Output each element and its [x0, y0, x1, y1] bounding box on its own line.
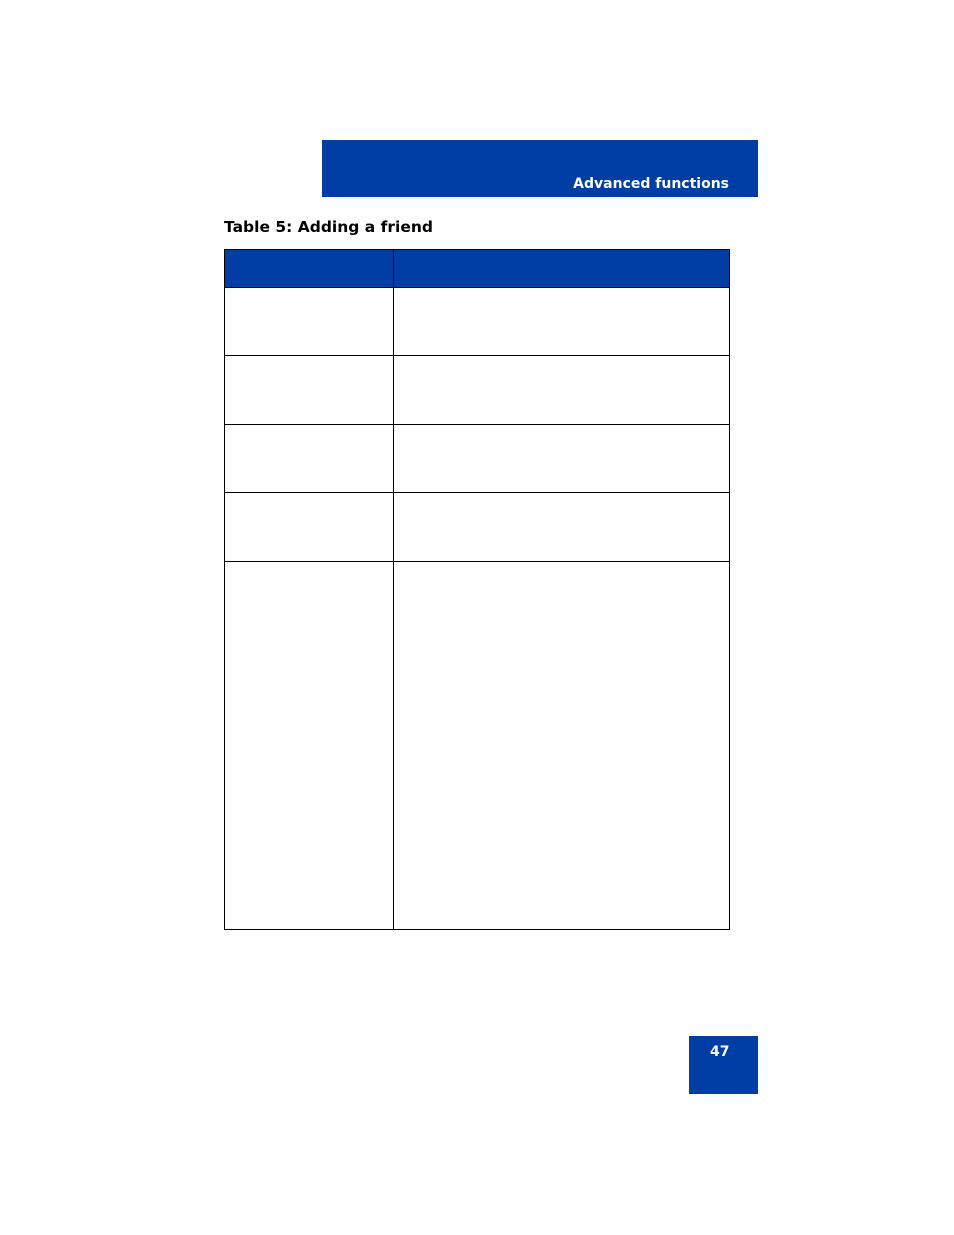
table-header-row — [225, 250, 729, 288]
procedure-table — [224, 249, 730, 930]
table-row-divider — [225, 492, 729, 493]
page-number-box — [689, 1036, 758, 1094]
table-caption: Table 5: Adding a friend — [224, 218, 433, 236]
table-row-divider — [225, 561, 729, 562]
page-number: 47 — [710, 1044, 730, 1060]
table-row-divider — [225, 424, 729, 425]
column-divider — [393, 250, 394, 929]
section-title: Advanced functions — [573, 176, 729, 192]
table-row-divider — [225, 355, 729, 356]
section-header-bar — [322, 140, 758, 197]
